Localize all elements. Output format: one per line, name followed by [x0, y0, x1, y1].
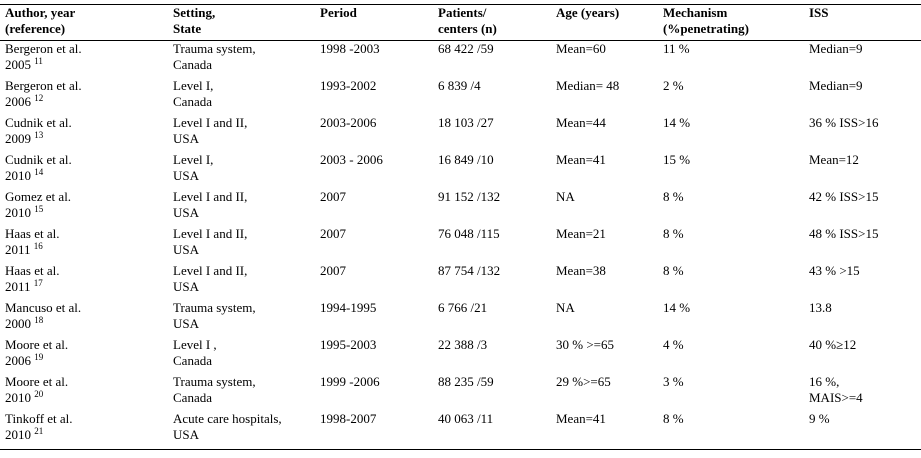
setting-state: USA [173, 316, 200, 331]
patients-value: 40 063 /11 [438, 411, 494, 426]
cell-setting [168, 411, 315, 448]
cell-setting [168, 40, 315, 78]
cell-age [551, 189, 658, 226]
cell-mechanism [658, 300, 804, 337]
cell-mechanism [658, 337, 804, 374]
author-year: 2006 [5, 94, 31, 109]
author-year-line [5, 390, 168, 406]
reference-number: 16 [33, 241, 43, 251]
period-value: 1994-1995 [320, 300, 377, 315]
cell-patients [433, 115, 551, 152]
setting-state: Canada [173, 353, 212, 368]
setting-type: Level I and II, [173, 115, 248, 130]
cell-mechanism [658, 40, 804, 78]
period-value: 1998 -2003 [320, 41, 380, 56]
iss-value: 16 %, [809, 374, 840, 389]
author-name: Tinkoff et al. [5, 411, 73, 426]
mechanism-value: 8 % [663, 263, 684, 278]
age-value: Mean=41 [556, 411, 606, 426]
cell-patients [433, 300, 551, 337]
author-year: 2000 [5, 316, 31, 331]
patients-value: 22 388 /3 [438, 337, 488, 352]
cell-period [315, 411, 433, 448]
cell-mechanism [658, 263, 804, 300]
iss-value: 42 % ISS>15 [809, 189, 879, 204]
patients-value: 87 754 /132 [438, 263, 501, 278]
cell-author [0, 411, 168, 448]
cell-patients [433, 78, 551, 115]
reference-number: 14 [34, 167, 44, 177]
cell-author [0, 40, 168, 78]
header-patients: Patients/ centers (n) [438, 5, 497, 36]
mechanism-value: 8 % [663, 226, 684, 241]
period-value: 2003 - 2006 [320, 152, 383, 167]
cell-setting [168, 78, 315, 115]
iss-value: 40 %≥12 [809, 337, 857, 352]
setting-type: Level I and II, [173, 189, 248, 204]
author-year: 2010 [5, 427, 31, 442]
setting-state: Canada [173, 390, 212, 405]
cell-age [551, 40, 658, 78]
cell-age [551, 411, 658, 448]
cell-setting [168, 337, 315, 374]
cell-age [551, 337, 658, 374]
cell-age [551, 263, 658, 300]
cell-patients [433, 152, 551, 189]
author-year-line [5, 57, 168, 73]
cell-period [315, 300, 433, 337]
age-value: Mean=41 [556, 152, 606, 167]
age-value: NA [556, 189, 575, 204]
cell-iss [804, 189, 921, 226]
cell-age [551, 78, 658, 115]
cell-period [315, 263, 433, 300]
cell-period [315, 226, 433, 263]
studies-table [0, 5, 921, 448]
cell-author [0, 337, 168, 374]
table-row [0, 189, 921, 226]
cell-iss [804, 263, 921, 300]
cell-mechanism [658, 115, 804, 152]
cell-iss [804, 374, 921, 411]
cell-iss [804, 40, 921, 78]
cell-setting [168, 226, 315, 263]
mechanism-value: 14 % [663, 300, 691, 315]
author-name: Mancuso et al. [5, 300, 82, 315]
author-year-line [5, 242, 168, 258]
setting-state: Canada [173, 57, 212, 72]
cell-iss [804, 115, 921, 152]
reference-number: 12 [34, 93, 44, 103]
author-year: 2011 [5, 279, 31, 294]
cell-patients [433, 374, 551, 411]
setting-state: USA [173, 279, 200, 294]
header-period: Period [320, 5, 357, 20]
author-year: 2006 [5, 353, 31, 368]
table-row [0, 374, 921, 411]
age-value: 29 %>=65 [556, 374, 611, 389]
cell-author [0, 78, 168, 115]
cell-author [0, 226, 168, 263]
cell-patients [433, 40, 551, 78]
mechanism-value: 4 % [663, 337, 684, 352]
age-value: Mean=60 [556, 41, 606, 56]
author-year-line [5, 94, 168, 110]
author-year-line [5, 205, 168, 221]
age-value: Mean=21 [556, 226, 606, 241]
header-setting: Setting, State [173, 5, 216, 36]
cell-mechanism [658, 78, 804, 115]
cell-author [0, 152, 168, 189]
cell-patients [433, 411, 551, 448]
table-row [0, 115, 921, 152]
setting-type: Trauma system, [173, 374, 256, 389]
reference-number: 15 [34, 204, 44, 214]
setting-state: Canada [173, 94, 212, 109]
mechanism-value: 2 % [663, 78, 684, 93]
mechanism-value: 3 % [663, 374, 684, 389]
header-age: Age (years) [556, 5, 620, 20]
cell-iss [804, 337, 921, 374]
cell-iss [804, 226, 921, 263]
setting-state: USA [173, 242, 200, 257]
cell-setting [168, 263, 315, 300]
cell-period [315, 115, 433, 152]
iss-value: Median=9 [809, 41, 863, 56]
table-row [0, 411, 921, 448]
setting-type: Level I , [173, 337, 217, 352]
cell-age [551, 152, 658, 189]
cell-mechanism [658, 226, 804, 263]
cell-patients [433, 263, 551, 300]
cell-author [0, 263, 168, 300]
cell-period [315, 374, 433, 411]
author-name: Cudnik et al. [5, 115, 72, 130]
cell-patients [433, 189, 551, 226]
cell-setting [168, 300, 315, 337]
author-name: Gomez et al. [5, 189, 72, 204]
header-iss: ISS [809, 5, 829, 20]
reference-number: 18 [34, 315, 44, 325]
patients-value: 68 422 /59 [438, 41, 494, 56]
patients-value: 88 235 /59 [438, 374, 494, 389]
author-name: Haas et al. [5, 226, 60, 241]
patients-value: 76 048 /115 [438, 226, 500, 241]
period-value: 2007 [320, 226, 346, 241]
cell-author [0, 189, 168, 226]
setting-type: Acute care hospitals, [173, 411, 282, 426]
table-row [0, 300, 921, 337]
cell-iss [804, 152, 921, 189]
author-name: Moore et al. [5, 337, 69, 352]
author-year: 2009 [5, 131, 31, 146]
patients-value: 6 839 /4 [438, 78, 481, 93]
table-row [0, 263, 921, 300]
author-year: 2010 [5, 390, 31, 405]
cell-age [551, 226, 658, 263]
table-row [0, 337, 921, 374]
cell-period [315, 78, 433, 115]
reference-number: 17 [33, 278, 43, 288]
author-year: 2011 [5, 242, 31, 257]
reference-number: 13 [34, 130, 44, 140]
cell-period [315, 189, 433, 226]
iss-value: MAIS>=4 [809, 390, 863, 405]
age-value: Mean=38 [556, 263, 606, 278]
author-year-line [5, 131, 168, 147]
cell-author [0, 374, 168, 411]
setting-type: Trauma system, [173, 300, 256, 315]
iss-value: 43 % >15 [809, 263, 860, 278]
iss-value: Mean=12 [809, 152, 859, 167]
author-year-line [5, 353, 168, 369]
setting-state: USA [173, 205, 200, 220]
period-value: 1995-2003 [320, 337, 377, 352]
cell-period [315, 40, 433, 78]
author-name: Cudnik et al. [5, 152, 72, 167]
cell-mechanism [658, 411, 804, 448]
table-bottom-rule [0, 449, 921, 450]
age-value: Median= 48 [556, 78, 620, 93]
author-year-line [5, 316, 168, 332]
cell-iss [804, 78, 921, 115]
author-year-line [5, 168, 168, 184]
cell-setting [168, 152, 315, 189]
mechanism-value: 15 % [663, 152, 691, 167]
age-value: 30 % >=65 [556, 337, 614, 352]
iss-value: 13.8 [809, 300, 832, 315]
setting-type: Level I and II, [173, 263, 248, 278]
author-year-line [5, 279, 168, 295]
iss-value: Median=9 [809, 78, 863, 93]
cell-setting [168, 115, 315, 152]
patients-value: 16 849 /10 [438, 152, 494, 167]
cell-iss [804, 300, 921, 337]
cell-patients [433, 337, 551, 374]
table-body [0, 40, 921, 448]
cell-setting [168, 189, 315, 226]
cell-mechanism [658, 374, 804, 411]
iss-value: 9 % [809, 411, 830, 426]
iss-value: 48 % ISS>15 [809, 226, 879, 241]
setting-state: USA [173, 131, 200, 146]
reference-number: 20 [34, 389, 44, 399]
reference-number: 19 [34, 352, 44, 362]
author-year: 2010 [5, 168, 31, 183]
setting-state: USA [173, 168, 200, 183]
cell-author [0, 115, 168, 152]
mechanism-value: 14 % [663, 115, 691, 130]
cell-period [315, 337, 433, 374]
period-value: 2007 [320, 263, 346, 278]
header-mechanism: Mechanism (%penetrating) [663, 5, 749, 36]
mechanism-value: 11 % [663, 41, 690, 56]
setting-type: Level I and II, [173, 226, 248, 241]
setting-type: Level I, [173, 152, 214, 167]
reference-number: 11 [34, 56, 43, 66]
author-name: Haas et al. [5, 263, 60, 278]
period-value: 2003-2006 [320, 115, 377, 130]
period-value: 1993-2002 [320, 78, 377, 93]
reference-number: 21 [34, 426, 44, 436]
table-header-row [0, 5, 921, 40]
period-value: 2007 [320, 189, 346, 204]
table-row [0, 78, 921, 115]
table-row [0, 40, 921, 78]
setting-type: Trauma system, [173, 41, 256, 56]
table-row [0, 226, 921, 263]
setting-type: Level I, [173, 78, 214, 93]
author-name: Moore et al. [5, 374, 69, 389]
period-value: 1998-2007 [320, 411, 377, 426]
cell-iss [804, 411, 921, 448]
header-author: Author, year (reference) [5, 5, 76, 36]
cell-age [551, 374, 658, 411]
patients-value: 18 103 /27 [438, 115, 494, 130]
cell-period [315, 152, 433, 189]
author-year: 2010 [5, 205, 31, 220]
patients-value: 91 152 /132 [438, 189, 501, 204]
setting-state: USA [173, 427, 200, 442]
cell-author [0, 300, 168, 337]
cell-mechanism [658, 189, 804, 226]
author-year-line [5, 427, 168, 443]
period-value: 1999 -2006 [320, 374, 380, 389]
iss-value: 36 % ISS>16 [809, 115, 879, 130]
age-value: Mean=44 [556, 115, 606, 130]
cell-mechanism [658, 152, 804, 189]
cell-age [551, 115, 658, 152]
cell-patients [433, 226, 551, 263]
mechanism-value: 8 % [663, 189, 684, 204]
author-name: Bergeron et al. [5, 78, 82, 93]
cell-setting [168, 374, 315, 411]
mechanism-value: 8 % [663, 411, 684, 426]
age-value: NA [556, 300, 575, 315]
cell-age [551, 300, 658, 337]
table-row [0, 152, 921, 189]
author-year: 2005 [5, 57, 31, 72]
patients-value: 6 766 /21 [438, 300, 488, 315]
author-name: Bergeron et al. [5, 41, 82, 56]
